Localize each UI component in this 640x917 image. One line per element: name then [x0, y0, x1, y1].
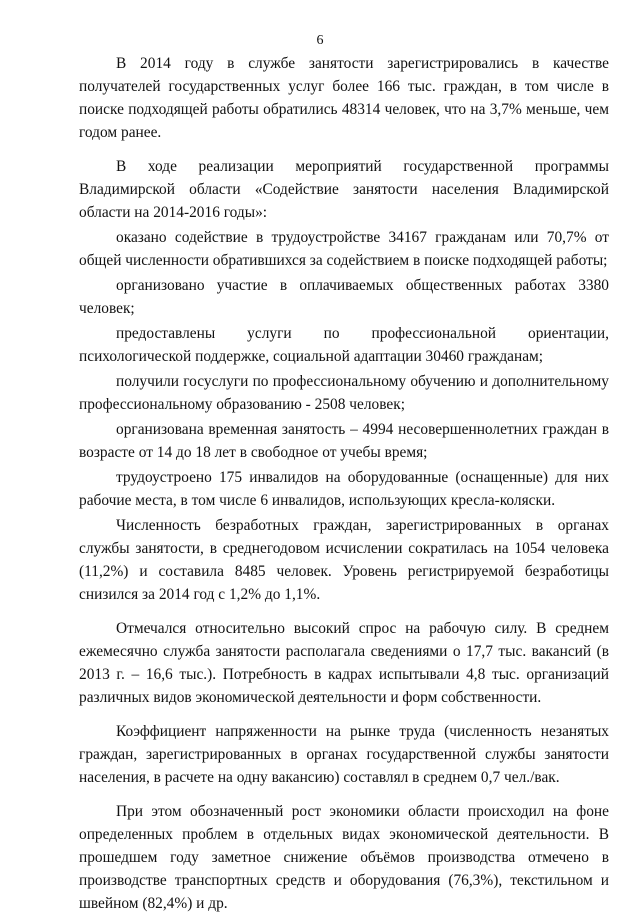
paragraph: организовано участие в оплачиваемых общественных работах 3380 человек;: [79, 277, 609, 317]
paragraph: В ходе реализации мероприятий государственной программы Владимирской области «Содействие занятости населения Владимирской области на 2014-2016 годы»:: [79, 158, 609, 221]
paragraph: оказано содействие в трудоустройстве 34167 гражданам или 70,7% от общей численности обратившихся за содействием в поиске подходящей работы;: [79, 229, 609, 269]
paragraph: предоставлены услуги по профессиональной ориентации, психологической поддержке, социальной адаптации 30460 гражданам;: [79, 325, 609, 365]
document-body: [79, 52, 609, 917]
paragraph: трудоустроено 175 инвалидов на оборудованные (оснащенные) для них рабочие места, в том числе 6 инвалидов, использующих кресла-коляски.: [79, 469, 609, 509]
paragraph: получили госуслуги по профессиональному обучению и дополнительному профессиональному образованию - 2508 человек;: [79, 373, 609, 413]
paragraph: При этом обозначенный рост экономики области происходил на фоне определенных проблем в отдельных видах экономической деятельности. В прошедшем году заметное снижение объёмов производства отмечено в производстве транспортных средств и оборудования (76,3%), текстильном и швейном (82,4%) и др.: [79, 803, 609, 912]
paragraph: Отмечался относительно высокий спрос на рабочую силу. В среднем ежемесячно служба занятости располагала сведениями о 17,7 тыс. вакансий (в 2013 г. – 16,6 тыс.). Потребность в кадрах испытывали 4,8 тыс. организаций различных видов экономической деятельности и форм собственности.: [79, 620, 609, 706]
paragraph: Коэффициент напряженности на рынке труда (численность незанятых граждан, зарегистрированных в органах государственной службы занятости населения, в расчете на одну вакансию) составлял в среднем 0,7 чел./вак.: [79, 723, 609, 786]
page-number: 6: [316, 33, 324, 48]
paragraph: Численность безработных граждан, зарегистрированных в органах службы занятости, в среднегодовом исчислении сократилась на 1054 человека (11,2%) и составила 8485 человек. Уровень регистрируемой безработицы снизился за 2014 год с 1,2% до 1,1%.: [79, 517, 609, 603]
paragraph: В 2014 году в службе занятости зарегистрировались в качестве получателей государственных услуг более 166 тыс. граждан, в том числе в поиске подходящей работы обратились 48314 человек, что на 3,7% меньше, чем годом ранее.: [79, 55, 609, 141]
paragraph: организована временная занятость – 4994 несовершеннолетних граждан в возрасте от 14 до 18 лет в свободное от учебы время;: [79, 421, 609, 461]
